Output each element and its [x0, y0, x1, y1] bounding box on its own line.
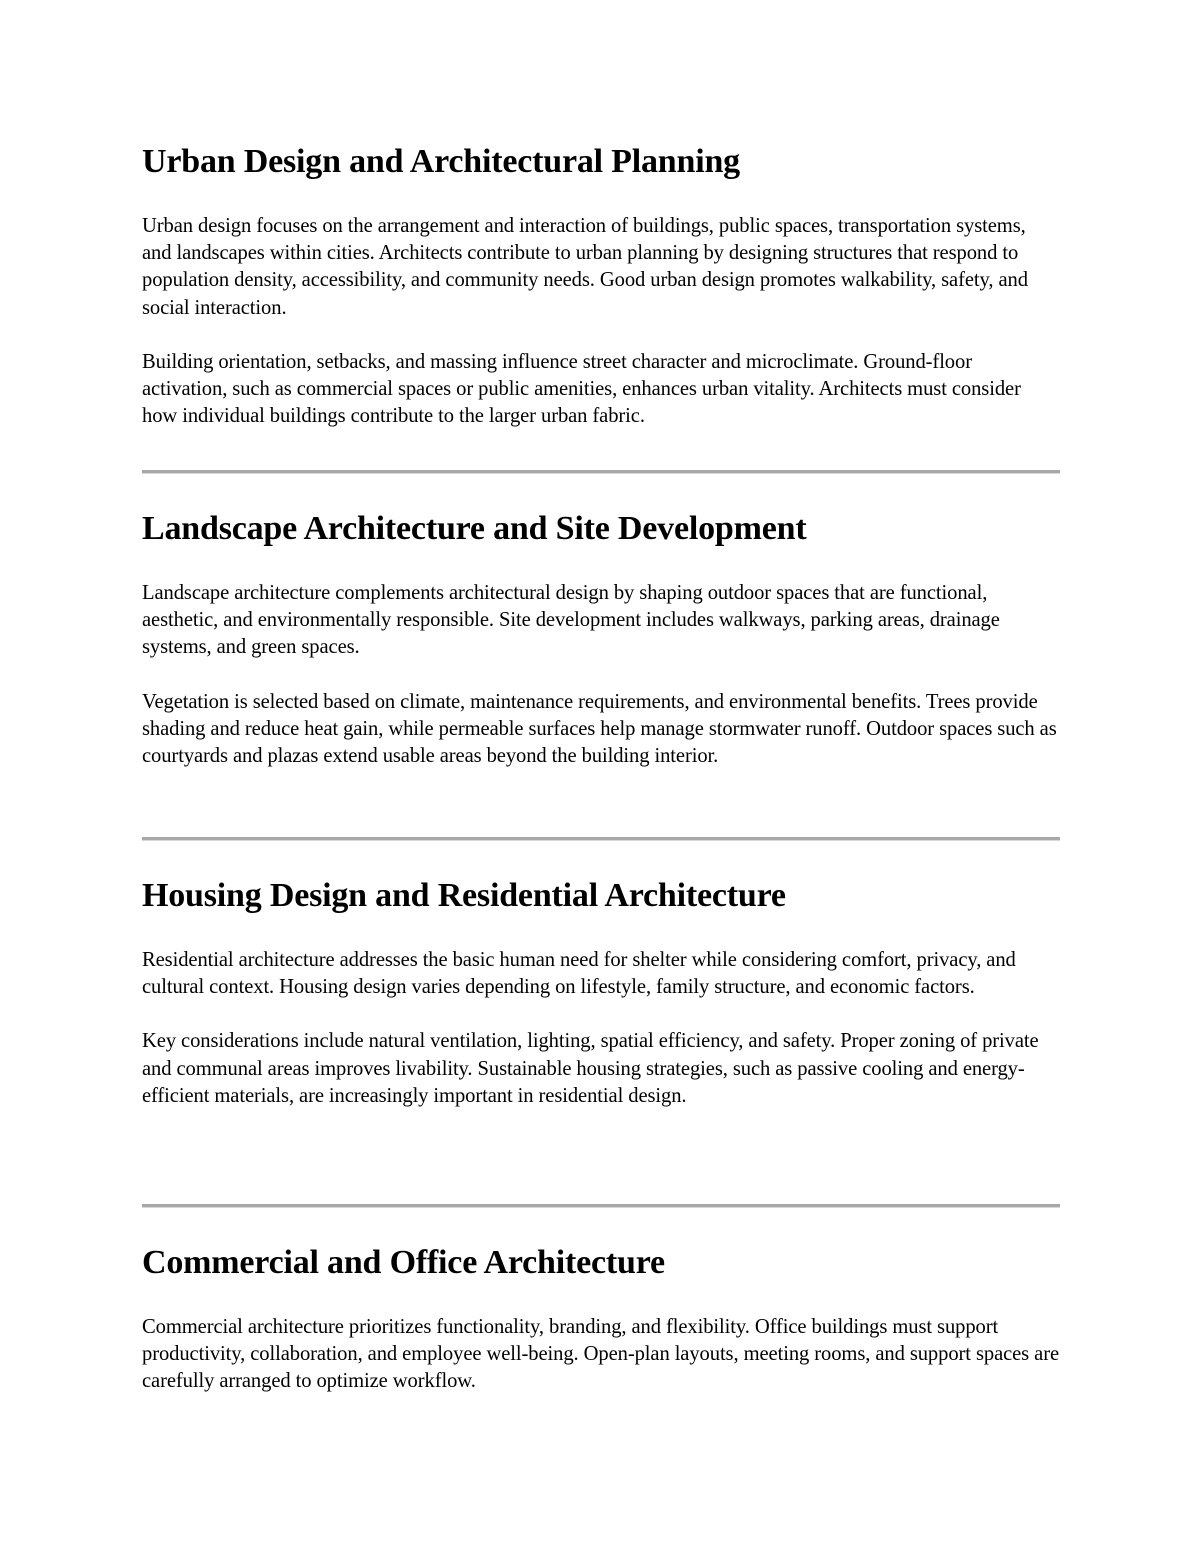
section-paragraph: Residential architecture addresses the basic human need for shelter while considering comfort, privacy, and cultural context. Housing design varies depending on lifestyle, family structure, and economic factors.	[142, 949, 1016, 999]
section-heading: Housing Design and Residential Architecture	[142, 877, 786, 914]
section-paragraph: Key considerations include natural ventilation, lighting, spatial efficiency, and safety. Proper zoning of private and communal areas improves livability. Sustainable housing strategies, such as passive cooling and energy-efficient materials, are increasingly important in residential design.	[142, 1030, 1039, 1107]
section-urban-design	[142, 142, 1060, 430]
section-housing-design	[142, 876, 1060, 1110]
section-landscape-architecture	[142, 509, 1060, 770]
section-divider	[142, 837, 1060, 841]
section-divider	[142, 1204, 1060, 1208]
section-heading: Landscape Architecture and Site Development	[142, 510, 807, 547]
section-paragraph: Landscape architecture complements architectural design by shaping outdoor spaces that are functional, aesthetic, and environmentally responsible. Site development includes walkways, parking areas, drainage systems, and green spaces.	[142, 582, 1000, 659]
section-heading: Urban Design and Architectural Planning	[142, 143, 740, 180]
section-paragraph: Building orientation, setbacks, and massing influence street character and microclimate. Ground-floor activation, such as commercial spaces or public amenities, enhances urban vitality. Architects must consider how individual buildings contribute to the larger urban fabric.	[142, 350, 1021, 428]
section-commercial-architecture	[142, 1243, 1060, 1396]
section-paragraph: Vegetation is selected based on climate, maintenance requirements, and environmental benefits. Trees provide shading and reduce heat gain, while permeable surfaces help manage stormwater runoff. Outdoor spaces such as courtyards and plazas extend usable areas beyond the building interior.	[142, 690, 1057, 768]
section-paragraph: Urban design focuses on the arrangement and interaction of buildings, public spaces, transportation systems, and landscapes within cities. Architects contribute to urban planning by designing structures that respond to population density, accessibility, and community needs. Good urban design promotes walkability, safety, and social interaction.	[142, 215, 1028, 319]
section-paragraph: Commercial architecture prioritizes functionality, branding, and flexibility. Office buildings must support productivity, collaboration, and employee well-being. Open-plan layouts, meeting rooms, and support spaces are carefully arranged to optimize workflow.	[142, 1316, 1059, 1393]
section-heading: Commercial and Office Architecture	[142, 1244, 665, 1281]
section-divider	[142, 470, 1060, 474]
